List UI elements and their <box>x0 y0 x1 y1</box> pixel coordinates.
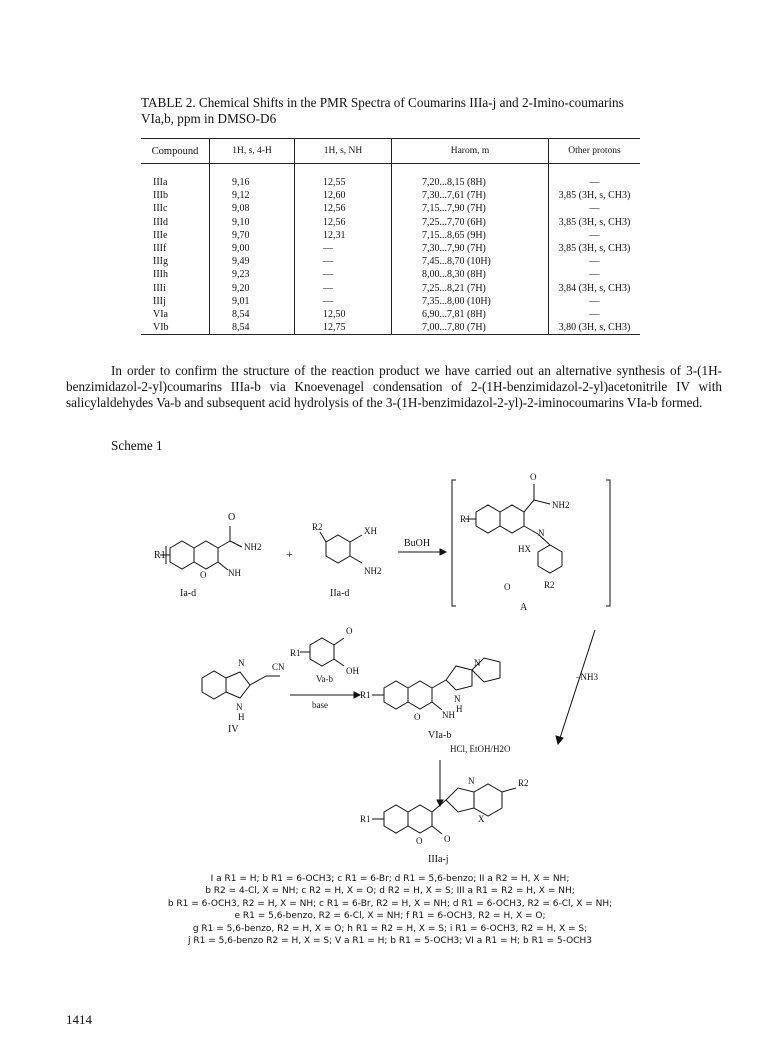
vi-nh-label: NH <box>442 710 455 720</box>
table-cell: IIIe <box>153 229 168 241</box>
table-cell: IIIf <box>153 243 167 255</box>
table-cell: 12,56 <box>295 216 392 229</box>
plus-sign: + <box>286 547 293 561</box>
i-r1-label: R1 <box>154 550 166 561</box>
table-cell: — <box>549 268 641 281</box>
table-cell: IIIa <box>153 177 168 189</box>
ii-nh2-label: NH2 <box>364 566 382 576</box>
table-cell: 9,12 <box>210 189 295 202</box>
vi-ring-o-label: O <box>414 712 421 722</box>
table-cell: — <box>549 202 641 215</box>
a-o-label: O <box>530 472 537 482</box>
table-cell: — <box>295 295 392 308</box>
hcl-label: HCl, EtOH/H2O <box>450 744 511 754</box>
ii-r2-label: R2 <box>312 522 323 532</box>
table-cell: — <box>295 242 392 255</box>
table-row <box>141 242 640 255</box>
iv-n-label: N <box>238 658 245 668</box>
minus-nh3-label: –NH3 <box>576 672 598 682</box>
table-cell: IIId <box>153 216 168 228</box>
table-cell: 3,80 (3H, s, CH3) <box>549 321 641 335</box>
compound-v-structure <box>300 638 344 666</box>
vi-r1-label: R1 <box>360 690 371 700</box>
compound-vi-label: VIa-b <box>428 730 452 741</box>
i-nh-label: NH <box>228 568 241 578</box>
compound-vi-structure <box>372 658 500 710</box>
table-row <box>141 295 640 308</box>
table-cell: — <box>295 255 392 268</box>
col-header-nh: 1H, s, NH <box>295 139 392 164</box>
table-cell: 9,70 <box>210 229 295 242</box>
table-row <box>141 216 640 229</box>
base-label: base <box>312 700 328 710</box>
legend-line: b R1 = 6-OCH3, R2 = H, X = NH; c R1 = 6-Br, R2 = H, X = NH; d R1 = 6-OCH3, R2 = 6-Cl, X = NH; <box>167 898 613 909</box>
reaction-scheme <box>140 470 640 870</box>
buoh-label: BuOH <box>404 538 431 549</box>
iv-h-label: H <box>238 712 245 722</box>
table-cell: 9,16 <box>210 164 295 190</box>
compound-i-structure <box>160 526 242 570</box>
vi-n-label: N <box>474 658 481 668</box>
table-cell: — <box>549 308 641 321</box>
ii-xh-label: XH <box>364 526 377 536</box>
table-row <box>141 282 640 295</box>
legend-line: g R1 = 5,6-benzo, R2 = H, X = O; h R1 = R2 = H, X = S; i R1 = 6-OCH3, R2 = H, X = S; <box>192 923 588 934</box>
a-r2-label: R2 <box>544 580 555 590</box>
a-nh2-label: NH2 <box>552 500 570 510</box>
iii-n-label: N <box>468 776 475 786</box>
table-cell: — <box>549 229 641 242</box>
table-cell: 7,25...7,70 (6H) <box>392 216 549 229</box>
table-caption: TABLE 2. Chemical Shifts in the PMR Spectra of Coumarins IIIa-j and 2-Imino-coumarins VIa,b, ppm in DMSO-D6 <box>141 95 624 126</box>
table-cell: 9,10 <box>210 216 295 229</box>
table-row <box>141 268 640 281</box>
a-hx-label: HX <box>518 544 531 554</box>
i-o-label: O <box>228 512 236 523</box>
table-cell: 7,30...7,90 (7H) <box>392 242 549 255</box>
iii-r1-label: R1 <box>360 814 371 824</box>
table-cell: 12,31 <box>295 229 392 242</box>
intermediate-a-label: A <box>520 602 528 613</box>
table-row <box>141 189 640 202</box>
table-cell: 7,20...8,15 (8H) <box>392 164 549 190</box>
table-cell: 3,85 (3H, s, CH3) <box>549 189 641 202</box>
table-row <box>141 255 640 268</box>
legend-line: I a R1 = H; b R1 = 6-OCH3; c R1 = 6-Br; d R1 = 5,6-benzo; II a R2 = H, X = NH; <box>210 874 570 884</box>
table-cell: 7,30...7,61 (7H) <box>392 189 549 202</box>
a-r1-label: R1 <box>460 514 471 524</box>
table-cell: 7,25...8,21 (7H) <box>392 282 549 295</box>
i-ring-o-label: O <box>200 570 207 580</box>
compound-i-label: Ia-d <box>180 588 197 599</box>
table-cell: 12,75 <box>295 321 392 335</box>
table-row <box>141 321 640 335</box>
table-cell: 3,84 (3H, s, CH3) <box>549 282 641 295</box>
table-cell: 8,00...8,30 (8H) <box>392 268 549 281</box>
legend-line: e R1 = 5,6-benzo, R2 = 6-Cl, X = NH; f R1 = 6-OCH3, R2 = H, X = O; <box>234 911 546 922</box>
compound-v-label: Va-b <box>316 674 333 684</box>
col-header-harom: Harom, m <box>392 139 549 164</box>
table-body <box>141 164 640 335</box>
compound-ii-label: IIa-d <box>330 588 350 599</box>
table-cell: IIIg <box>153 256 168 268</box>
compound-ii-structure <box>320 532 362 563</box>
table-cell: 12,55 <box>295 164 392 190</box>
table-cell: 6,90...7,81 (8H) <box>392 308 549 321</box>
legend-line: b R2 = 4-Cl, X = NH; c R2 = H, X = O; d R2 = H, X = S; III a R1 = R2 = H, X = NH; <box>205 886 575 897</box>
iii-r2-label: R2 <box>518 778 529 788</box>
table-row <box>141 164 640 190</box>
table-cell: 12,50 <box>295 308 392 321</box>
body-paragraph: In order to confirm the structure of the reaction product we have carried out an alternative synthesis of 3-(1H-benzimidazol-2-yl)coumarins IIIa-b via Knoevenagel condensation of 2-(1H-benzimidazol-2-yl)acetonitrile IV with salicylaldehydes Va-b and subsequent acid hydrolysis of the 3-(1H-benzimidazol-2-yl)-2-iminocoumarins VIa-b formed. <box>66 363 722 410</box>
table-cell: IIIh <box>153 269 168 281</box>
page-number: 1414 <box>66 1012 92 1027</box>
table-cell: 9,23 <box>210 268 295 281</box>
v-o-label: O <box>346 626 353 636</box>
scheme-legend <box>130 873 650 947</box>
iii-x-label: X <box>478 814 485 824</box>
table-cell: 8,54 <box>210 308 295 321</box>
table-cell: 7,35...8,00 (10H) <box>392 295 549 308</box>
table-cell: — <box>549 295 641 308</box>
v-r1-label: R1 <box>290 648 301 658</box>
compound-iii-structure <box>372 784 516 834</box>
iv-n2-label: N <box>236 702 243 712</box>
a-ring-o-label: O <box>504 582 511 592</box>
vi-n2-label: N <box>454 694 461 704</box>
col-header-4h: 1H, s, 4-H <box>210 139 295 164</box>
compound-iii-label: IIIa-j <box>428 854 449 865</box>
table-cell: 12,60 <box>295 189 392 202</box>
scheme-label: Scheme 1 <box>111 438 163 453</box>
table-cell: 7,45...8,70 (10H) <box>392 255 549 268</box>
table-header-row <box>141 139 640 164</box>
table-cell: — <box>295 268 392 281</box>
a-n-label: N <box>538 528 545 538</box>
col-header-compound: Compound <box>141 139 210 164</box>
table-cell: 8,54 <box>210 321 295 335</box>
table-row <box>141 308 640 321</box>
table-cell: 7,00...7,80 (7H) <box>392 321 549 335</box>
nmr-table <box>141 138 640 335</box>
table-cell: 9,20 <box>210 282 295 295</box>
table-cell: 9,08 <box>210 202 295 215</box>
vi-h-label: H <box>456 704 463 714</box>
iv-cn-label: CN <box>272 662 285 672</box>
v-oh-label: OH <box>346 666 359 676</box>
table-cell: 9,00 <box>210 242 295 255</box>
table-cell: 12,56 <box>295 202 392 215</box>
table-cell: — <box>549 255 641 268</box>
table-cell: 3,85 (3H, s, CH3) <box>549 216 641 229</box>
table-cell: 7,15...7,90 (7H) <box>392 202 549 215</box>
table-cell: 7,15...8,65 (9H) <box>392 229 549 242</box>
table-row <box>141 229 640 242</box>
table-cell: 9,49 <box>210 255 295 268</box>
table-cell: IIIb <box>153 190 168 202</box>
table-cell: 9,01 <box>210 295 295 308</box>
table-cell: — <box>295 282 392 295</box>
table-row <box>141 202 640 215</box>
table-cell: — <box>549 164 641 190</box>
intermediate-a-structure <box>465 484 562 573</box>
compound-iv-structure <box>202 671 280 699</box>
table-cell: VIa <box>153 308 168 320</box>
table-cell: VIb <box>141 321 210 335</box>
col-header-other: Other protons <box>549 139 641 164</box>
legend-line: j R1 = 5,6-benzo R2 = H, X = S; V a R1 = H; b R1 = 5-OCH3; VI a R1 = H; b R1 = 5-OCH3 <box>188 936 592 947</box>
iii-carbonyl-o-label: O <box>444 834 451 844</box>
table-cell: 3,85 (3H, s, CH3) <box>549 242 641 255</box>
i-nh2-label: NH2 <box>244 542 262 552</box>
table-cell: IIIi <box>153 282 166 294</box>
compound-iv-label: IV <box>228 724 239 735</box>
table-cell: IIIc <box>153 203 168 215</box>
iii-ring-o-label: O <box>416 836 423 846</box>
table-cell: IIIj <box>153 295 166 307</box>
